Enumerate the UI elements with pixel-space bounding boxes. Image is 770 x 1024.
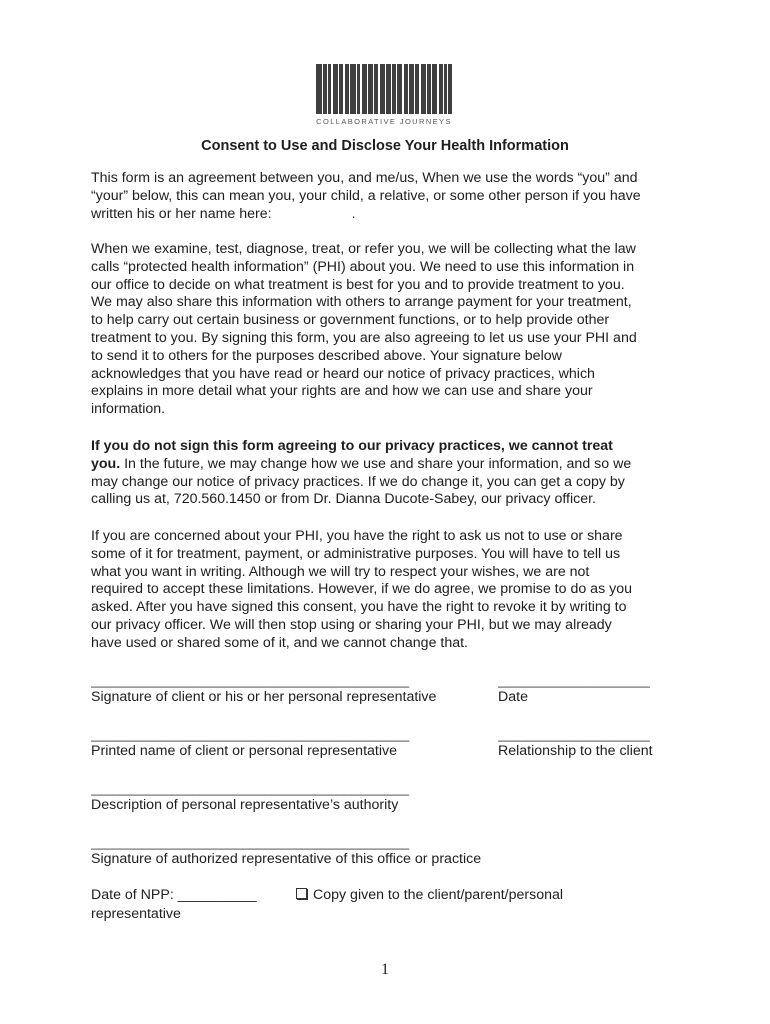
- para2-line: our office to decide on what treatment is best for you and to provide treatment to you.: [91, 276, 625, 293]
- checkbox-icon[interactable]: [296, 888, 307, 899]
- page-title: Consent to Use and Disclose Your Health Information: [201, 138, 569, 154]
- relationship-label: Relationship to the client: [498, 743, 653, 759]
- para2-line: to help carry out certain business or government functions, or to help provide other: [91, 312, 610, 329]
- para2-line: to send it to others for the purposes described above. Your signature below: [91, 347, 562, 364]
- para1-line: “your” below, this can mean you, your child, a relative, or some other person if you have: [91, 187, 641, 204]
- authority-description-label: Description of personal representative’s authority: [91, 797, 399, 813]
- para2-line: treatment to you. By signing this form, you are also agreeing to let us use your PHI and: [91, 329, 637, 346]
- para4-line: our privacy officer. We will then stop using or sharing your PHI, but we may already: [91, 616, 612, 633]
- para3-line: calling us at, 720.560.1450 or from Dr. Dianna Ducote-Sabey, our privacy officer.: [91, 491, 596, 508]
- date-label: Date: [498, 689, 528, 705]
- para1-line: This form is an agreement between you, and me/us, When we use the words “you” and: [91, 170, 638, 186]
- copy-given-option[interactable]: [296, 887, 563, 903]
- para4-line: have used or shared some of it, and we cannot change that.: [91, 634, 469, 651]
- para2-line: explains in more detail what your rights are and how we can use and share your: [91, 383, 593, 400]
- para3-line: In the future, we may change how we use and share your information, and so we: [120, 455, 632, 472]
- para2-line: calls “protected health information” (PHI) about you. We need to use this information in: [91, 258, 635, 275]
- para2-line: information.: [91, 401, 166, 418]
- rights-paragraph: [91, 528, 686, 653]
- para2-line: When we examine, test, diagnose, treat, or refer you, we will be collecting what the law: [91, 241, 636, 257]
- para4-line: asked. After you have signed this consent, you have the right to revoke it by writing to: [91, 599, 627, 616]
- npp-representative-label: representative: [91, 906, 181, 922]
- consent-warning-paragraph: [91, 438, 686, 509]
- logo: [316, 64, 452, 126]
- para3-line-mixed: [91, 456, 686, 474]
- para2-line: We may also share this information with others to arrange payment for your treatment,: [91, 294, 632, 311]
- date-line[interactable]: _____________________: [498, 674, 650, 688]
- printed-name-label: Printed name of client or personal representative: [91, 743, 397, 759]
- client-signature-label: Signature of client or his or her personal representative: [91, 689, 437, 705]
- authority-description-line[interactable]: ____________________________________________: [91, 782, 410, 796]
- logo-barcode-graphic: [316, 64, 452, 114]
- para4-line: required to accept these limitations. However, if we do agree, we promise to do as you: [91, 581, 632, 598]
- copy-given-label: Copy given to the client/parent/personal: [313, 887, 564, 903]
- para4-line: If you are concerned about your PHI, you have the right to ask us not to use or share: [91, 528, 623, 544]
- para2-line: acknowledges that you have read or heard our notice of privacy practices, which: [91, 365, 595, 382]
- relationship-line[interactable]: _____________________: [498, 728, 650, 742]
- para1-line-with-blank: [91, 206, 686, 224]
- para4-line: some of it for treatment, payment, or administrative purposes. You will have to tell us: [91, 545, 621, 562]
- para1-line: written his or her name here:: [91, 205, 272, 222]
- para1-end: .: [351, 205, 356, 222]
- phi-paragraph: [91, 241, 686, 419]
- intro-paragraph: [91, 170, 686, 223]
- authorized-signature-line[interactable]: ____________________________________________: [91, 836, 410, 850]
- logo-text: COLLABORATIVE JOURNEYS: [316, 117, 452, 126]
- para3-bold-word: you.: [91, 455, 121, 472]
- para4-line: what you want in writing. Although we will try to respect your wishes, we are not: [91, 563, 590, 580]
- para3-line: may change our notice of privacy practices. If we do change it, you can get a copy by: [91, 473, 625, 490]
- page-number: 1: [381, 961, 389, 978]
- para3-bold-line: If you do not sign this form agreeing to our privacy practices, we cannot treat: [91, 438, 613, 454]
- client-signature-line[interactable]: ____________________________________________: [91, 674, 410, 688]
- authorized-signature-label: Signature of authorized representative of this office or practice: [91, 851, 482, 867]
- printed-name-line[interactable]: ____________________________________________: [91, 728, 410, 742]
- npp-date-field[interactable]: Date of NPP: __________: [91, 887, 257, 903]
